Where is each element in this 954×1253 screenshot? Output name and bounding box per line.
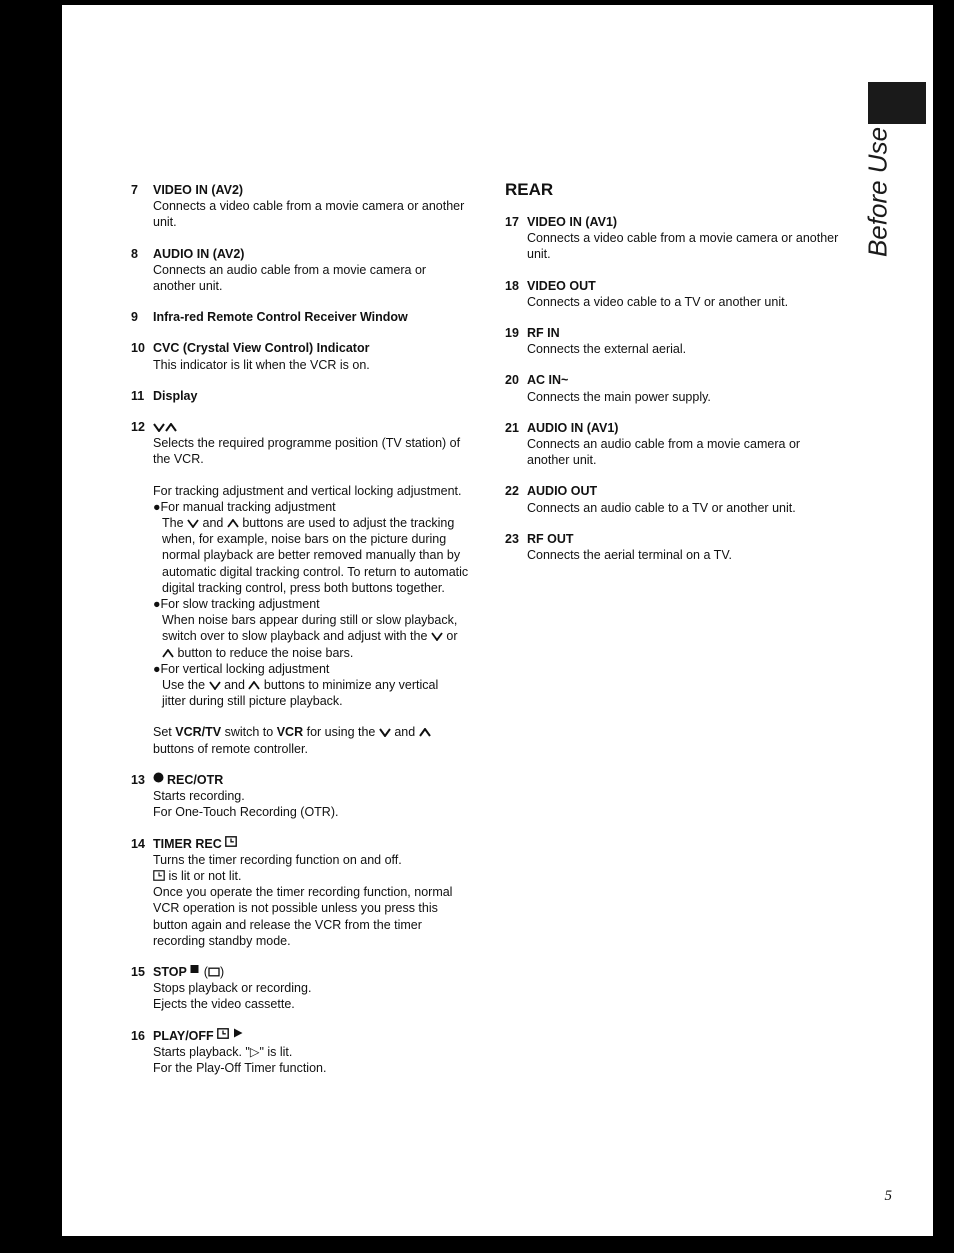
item-text: Starts playback. "▷" is lit. bbox=[153, 1044, 293, 1059]
bullet-title: ●For slow tracking adjustment bbox=[153, 597, 320, 612]
item-title: TIMER REC bbox=[153, 836, 222, 851]
item-10 bbox=[131, 340, 506, 372]
chevron-down-icon bbox=[431, 632, 443, 641]
chevron-up-icon bbox=[165, 423, 177, 432]
bullet-text: Use the and buttons to minimize any vertical bbox=[162, 678, 439, 693]
item-number: 14 bbox=[131, 836, 145, 851]
item-text: For tracking adjustment and vertical locking adjustment. bbox=[153, 483, 462, 498]
item-text: buttons of remote controller. bbox=[153, 741, 308, 756]
chevron-up-icon bbox=[419, 728, 431, 737]
bullet-text: The and buttons are used to adjust the tracking bbox=[162, 516, 455, 531]
item-17 bbox=[505, 214, 865, 263]
item-text: Once you operate the timer recording function, normal bbox=[153, 885, 453, 900]
item-number: 17 bbox=[505, 215, 519, 229]
bullet-text: when, for example, noise bars on the picture during bbox=[162, 532, 447, 547]
item-11 bbox=[131, 388, 506, 404]
item-number: 20 bbox=[505, 373, 519, 388]
bullet-text: normal playback are better removed manually than by bbox=[162, 548, 461, 563]
item-number: 9 bbox=[131, 310, 138, 325]
item-title: RF IN bbox=[527, 326, 560, 341]
item-16 bbox=[131, 1028, 506, 1077]
bullet-text: When noise bars appear during still or slow playback, bbox=[162, 613, 458, 628]
stop-square-icon bbox=[190, 964, 200, 974]
item-number: 8 bbox=[131, 246, 138, 261]
play-triangle-icon bbox=[233, 1028, 243, 1038]
section-tab-label: Before Use bbox=[862, 126, 893, 258]
item-text: Connects a video cable from a movie camera or another bbox=[527, 231, 839, 246]
item-number: 13 bbox=[131, 772, 145, 787]
item-title: CVC (Crystal View Control) Indicator bbox=[153, 341, 370, 356]
item-text: Connects a video cable from a movie camera or another bbox=[153, 199, 465, 214]
item-text: Connects the main power supply. bbox=[527, 389, 711, 404]
section-heading-rear: REAR bbox=[505, 180, 554, 199]
timer-clock-icon bbox=[225, 836, 237, 847]
item-title: Display bbox=[153, 388, 198, 403]
item-text: recording standby mode. bbox=[153, 933, 291, 948]
item-text: Connects a video cable to a TV or another unit. bbox=[527, 294, 789, 309]
timer-clock-icon bbox=[217, 1028, 229, 1039]
item-text: another unit. bbox=[153, 279, 223, 294]
item-title: RF OUT bbox=[527, 531, 574, 546]
timer-clock-icon bbox=[153, 870, 165, 881]
item-text: This indicator is lit when the VCR is on. bbox=[153, 357, 370, 372]
item-title: REC/OTR bbox=[167, 772, 224, 787]
item-text: Connects an audio cable from a movie camera or bbox=[527, 437, 801, 452]
item-text: For the Play-Off Timer function. bbox=[153, 1060, 327, 1075]
bullet-title: ●For manual tracking adjustment bbox=[153, 499, 336, 514]
item-text: Turns the timer recording function on and off. bbox=[153, 852, 402, 867]
item-23 bbox=[505, 531, 865, 563]
down-up-icons bbox=[153, 419, 177, 435]
item-8 bbox=[131, 246, 506, 295]
item-text: Ejects the video cassette. bbox=[153, 997, 295, 1012]
bullet-text: digital tracking control, press both buttons together. bbox=[162, 580, 445, 595]
item-number: 16 bbox=[131, 1028, 145, 1043]
item-text: unit. bbox=[527, 247, 551, 262]
item-12 bbox=[131, 419, 506, 757]
item-text: another unit. bbox=[527, 453, 597, 468]
item-number: 22 bbox=[505, 484, 519, 499]
chevron-down-icon bbox=[379, 728, 391, 737]
chevron-down-icon bbox=[187, 519, 199, 528]
item-22 bbox=[505, 483, 865, 515]
chevron-down-icon bbox=[209, 681, 221, 690]
item-text: Connects an audio cable from a movie camera or bbox=[153, 262, 427, 277]
item-text: is lit or not lit. bbox=[153, 868, 506, 884]
scan-border bbox=[934, 0, 954, 1253]
left-column bbox=[131, 182, 506, 1091]
section-tab-marker bbox=[868, 82, 926, 124]
item-number: 23 bbox=[505, 531, 519, 546]
item-number: 15 bbox=[131, 964, 145, 979]
item-9 bbox=[131, 309, 506, 325]
item-text: Set VCR/TV switch to VCR for using the and bbox=[153, 724, 506, 740]
bullet-text: automatic digital tracking control. To return to automatic bbox=[162, 564, 469, 579]
item-20 bbox=[505, 372, 865, 404]
item-19 bbox=[505, 325, 865, 357]
right-column bbox=[505, 180, 865, 578]
item-text: Connects the aerial terminal on a TV. bbox=[527, 548, 732, 563]
item-title: STOP bbox=[153, 964, 187, 979]
item-15 bbox=[131, 964, 506, 1013]
item-7 bbox=[131, 182, 506, 231]
bullet-text: switch over to slow playback and adjust with the or bbox=[162, 629, 458, 644]
item-14 bbox=[131, 836, 506, 949]
item-text: Connects the external aerial. bbox=[527, 342, 687, 357]
item-title: VIDEO IN (AV2) bbox=[153, 183, 244, 197]
item-number: 21 bbox=[505, 420, 519, 435]
item-title: VIDEO OUT bbox=[527, 278, 596, 293]
item-18 bbox=[505, 278, 865, 310]
item-text: Connects an audio cable to a TV or another unit. bbox=[527, 500, 796, 515]
item-title: AUDIO OUT bbox=[527, 484, 598, 499]
chevron-up-icon bbox=[162, 649, 174, 658]
record-dot-icon bbox=[153, 772, 167, 783]
item-text: unit. bbox=[153, 215, 177, 230]
item-title: AUDIO IN (AV2) bbox=[153, 246, 245, 261]
item-title: AUDIO IN (AV1) bbox=[527, 420, 619, 435]
bullet-text: jitter during still picture playback. bbox=[162, 694, 343, 709]
item-title: VIDEO IN (AV1) bbox=[527, 215, 618, 229]
chevron-up-icon bbox=[248, 681, 260, 690]
item-number: 18 bbox=[505, 278, 519, 293]
item-13 bbox=[131, 772, 506, 821]
chevron-up-icon bbox=[227, 519, 239, 528]
page-number: 5 bbox=[884, 1188, 892, 1204]
item-21 bbox=[505, 420, 865, 469]
item-text: Selects the required programme position (TV station) of bbox=[153, 436, 461, 451]
bullet-title: ●For vertical locking adjustment bbox=[153, 661, 330, 676]
item-text: Stops playback or recording. bbox=[153, 981, 312, 996]
item-number: 19 bbox=[505, 326, 519, 341]
item-text: Starts recording. bbox=[153, 789, 245, 804]
item-number: 11 bbox=[131, 388, 145, 403]
stop-display-icon: ( ) bbox=[203, 964, 225, 979]
chevron-down-icon bbox=[153, 423, 165, 432]
item-number: 7 bbox=[131, 183, 138, 197]
bullet-text: button to reduce the noise bars. bbox=[153, 645, 506, 661]
item-title: Infra-red Remote Control Receiver Window bbox=[153, 310, 408, 325]
item-number: 10 bbox=[131, 341, 145, 356]
item-number: 12 bbox=[131, 420, 145, 435]
item-text: VCR operation is not possible unless you press this bbox=[153, 901, 438, 916]
item-text: the VCR. bbox=[153, 452, 204, 467]
item-title: PLAY/OFF bbox=[153, 1028, 214, 1043]
item-title: AC IN~ bbox=[527, 373, 569, 388]
item-text: For One-Touch Recording (OTR). bbox=[153, 805, 339, 820]
item-text: button again and release the VCR from the timer bbox=[153, 917, 422, 932]
